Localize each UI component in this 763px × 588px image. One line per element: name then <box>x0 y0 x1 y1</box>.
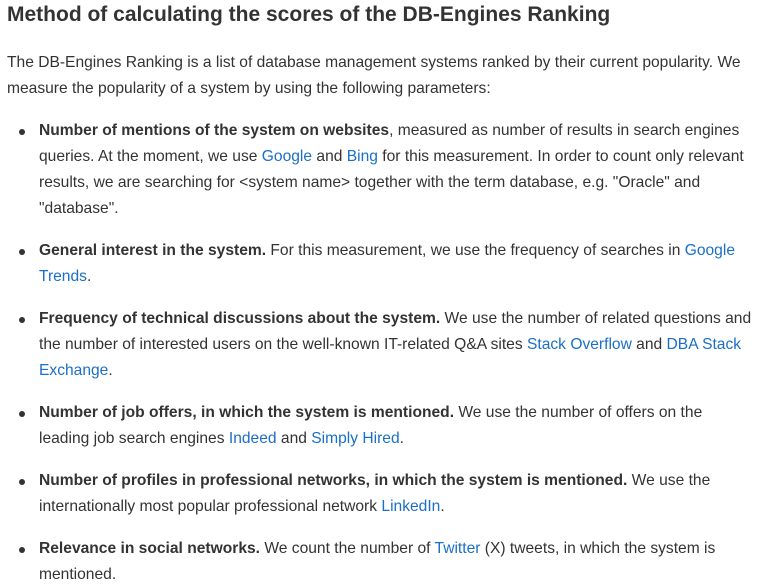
item-heading: Number of job offers, in which the system is mentioned. <box>39 404 455 421</box>
item-text: . <box>86 268 92 285</box>
item-text: . <box>108 362 113 379</box>
item-text: (X) tweets, in which the system is mentioned. <box>39 540 716 583</box>
twitter-link[interactable]: Twitter <box>434 540 481 557</box>
list-item-technical-discussions <box>0 306 763 384</box>
bullet-icon <box>19 479 25 485</box>
item-text: and <box>312 148 347 165</box>
bullet-icon <box>19 547 25 553</box>
google-link[interactable]: Google <box>261 148 313 165</box>
bullet-icon <box>19 411 25 417</box>
item-text: For this measurement, we use the frequency of searches in <box>266 242 685 259</box>
item-text: , measured as number of results in search engines queries. At the moment, we use <box>39 122 740 165</box>
list-item-mentions-on-websites <box>0 118 763 222</box>
item-heading: Frequency of technical discussions about the system. <box>39 310 441 327</box>
item-heading: Relevance in social networks. <box>39 540 261 557</box>
item-text: We use the number of related questions and the number of interested users on the well-known IT-related Q&A sites <box>39 310 752 353</box>
bullet-icon <box>19 129 25 135</box>
intro-paragraph: The DB-Engines Ranking is a list of database management systems ranked by their current popularity. We measure the popularity of a system by using the following parameters: <box>7 54 741 97</box>
dba-stack-exchange-link[interactable]: DBA Stack Exchange <box>39 336 742 379</box>
item-heading: General interest in the system. <box>39 242 267 259</box>
simply-hired-link[interactable]: Simply Hired <box>311 430 400 447</box>
page-title: Method of calculating the scores of the DB-Engines Ranking <box>7 3 611 26</box>
item-text: . <box>399 430 404 447</box>
stack-overflow-link[interactable]: Stack Overflow <box>526 336 632 353</box>
item-heading: Number of profiles in professional networks, in which the system is mentioned. <box>39 472 628 489</box>
item-text: and <box>276 430 312 447</box>
item-text: We use the number of offers on the leading job search engines <box>39 404 703 447</box>
indeed-link[interactable]: Indeed <box>228 430 277 447</box>
list-item-professional-networks <box>0 468 763 520</box>
list-item-social-networks <box>0 536 763 588</box>
item-text: for this measurement. In order to count only relevant results, we are searching for <system name> together with the term database, e.g. "Oracle" and "database". <box>39 148 744 217</box>
linkedin-link[interactable]: LinkedIn <box>381 498 441 515</box>
item-text: We use the internationally most popular professional network <box>39 472 711 515</box>
item-text: and <box>631 336 667 353</box>
parameters-list <box>0 118 763 588</box>
item-text: . <box>440 498 445 515</box>
bullet-icon <box>19 317 25 323</box>
google-trends-link[interactable]: Google Trends <box>39 242 735 285</box>
item-text: We count the number of <box>260 540 435 557</box>
bullet-icon <box>19 249 25 255</box>
list-item-general-interest <box>0 238 763 290</box>
list-item-job-offers <box>0 400 763 452</box>
item-heading: Number of mentions of the system on websites <box>39 122 390 139</box>
bing-link[interactable]: Bing <box>346 148 378 165</box>
